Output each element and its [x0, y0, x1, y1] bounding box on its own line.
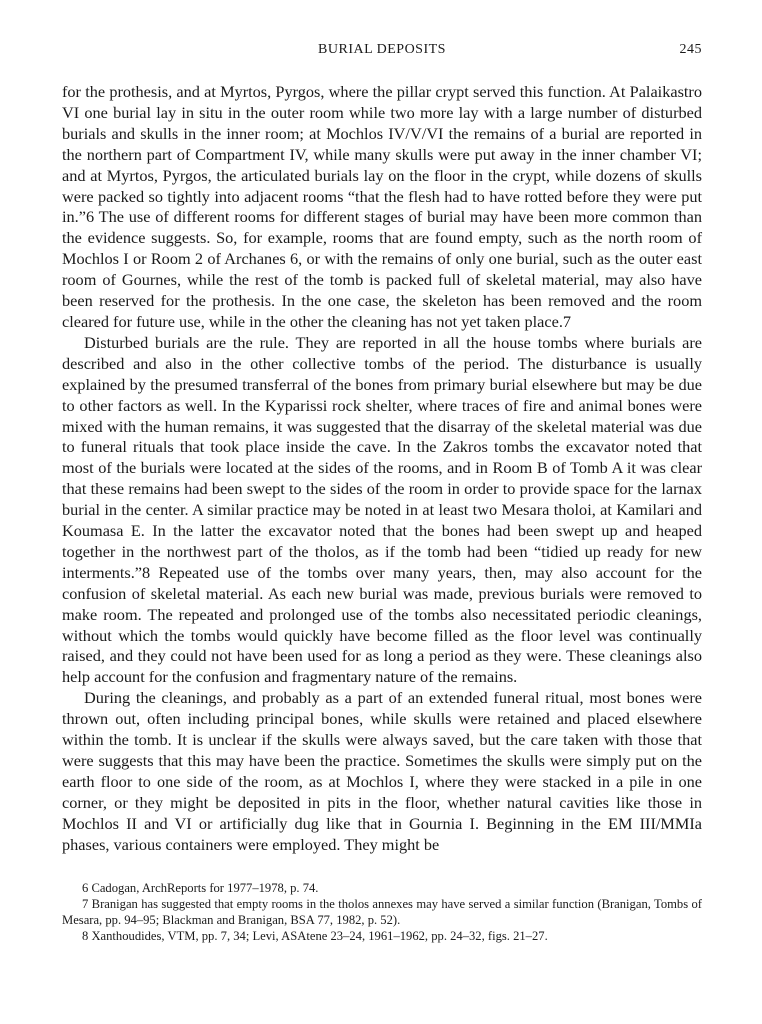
body-text [62, 82, 702, 856]
running-head [62, 42, 702, 66]
footnote-8: 8 Xanthoudides, VTM, pp. 7, 34; Levi, ASAtene 23–24, 1961–1962, pp. 24–32, figs. 21–27. [82, 928, 548, 943]
page-number: 245 [679, 42, 702, 57]
footnotes [62, 880, 702, 944]
footnote-6: 6 Cadogan, ArchReports for 1977–1978, p. 74. [82, 880, 319, 895]
footnote-7: 7 Branigan has suggested that empty rooms in the tholos annexes may have served a similar function (Branigan, Tombs of Mesara, pp. 94–95; Blackman and Branigan, BSA 77, 1982, p. 52). [62, 896, 702, 927]
page [62, 42, 702, 944]
paragraph-3: During the cleanings, and probably as a part of an extended funeral ritual, most bones were thrown out, often including principal bones, while skulls were retained and placed elsewhere within the tomb. It is unclear if the skulls were always saved, but the care taken with those that were suggests that this may have been the practice. Sometimes the skulls were simply put on the earth floor to one side of the room, as at Mochlos I, where they were stacked in a pile in one corner, or they might be deposited in pits in the floor, whether natural cavities like those in Mochlos II and VI or artificially dug like that in Gournia I. Beginning in the EM III/MMIa phases, various containers were employed. They might be [62, 688, 702, 854]
running-title: BURIAL DEPOSITS [318, 42, 446, 57]
paragraph-1: for the prothesis, and at Myrtos, Pyrgos, where the pillar crypt served this function. At Palaikastro VI one burial lay in situ in the outer room while two more lay with a large number of disturbed burials and skulls in the inner room; at Mochlos IV/V/VI the remains of a burial are reported in the northern part of Compartment IV, while many skulls were put away in the inner chamber VI; and at Myrtos, Pyrgos, the articulated burials lay on the floor in the crypt, while dozens of skulls were packed so tightly into adjacent rooms “that the flesh had to have rotted before they were put in.”6 The use of different rooms for different stages of burial may have been more common than the evidence suggests. So, for example, rooms that are found empty, such as the north room of Mochlos I or Room 2 of Archanes 6, or with the remains of only one burial, such as the outer east room of Gournes, while the rest of the tomb is packed full of skeletal material, may also have been reserved for the prothesis. In the one case, the skeleton has been removed and the room cleared for future use, while in the other the cleaning has not yet taken place.7 [62, 82, 702, 331]
paragraph-2: Disturbed burials are the rule. They are reported in all the house tombs where burials are described and also in the other collective tombs of the period. The disturbance is usually explained by the presumed transferral of the bones from primary burial elsewhere but may be due to other factors as well. In the Kyparissi rock shelter, where traces of fire and animal bones were mixed with the human remains, it was suggested that the disarray of the skeletal material was due to funeral rituals that took place inside the cave. In the Zakros tombs the excavator noted that most of the burials were located at the sides of the rooms, and in Room B of Tomb A it was clear that these remains had been swept to the sides of the room in order to provide space for the larnax burial in the center. A similar practice may be noted in at least two Mesara tholoi, at Kamilari and Koumasa E. In the latter the excavator noted that the bones had been swept up and heaped together in the northwest part of the tholos, as if the tomb had been “tidied up ready for new interments.”8 Repeated use of the tombs over many years, then, may also account for the confusion of skeletal material. As each new burial was made, previous burials were removed to make room. The repeated and prolonged use of the tombs also necessitated periodic cleanings, without which the tombs would quickly have become filled as the floor level was continually raised, and they could not have been used for as long a period as they were. These cleanings also help account for the confusion and fragmentary nature of the remains. [62, 332, 702, 687]
